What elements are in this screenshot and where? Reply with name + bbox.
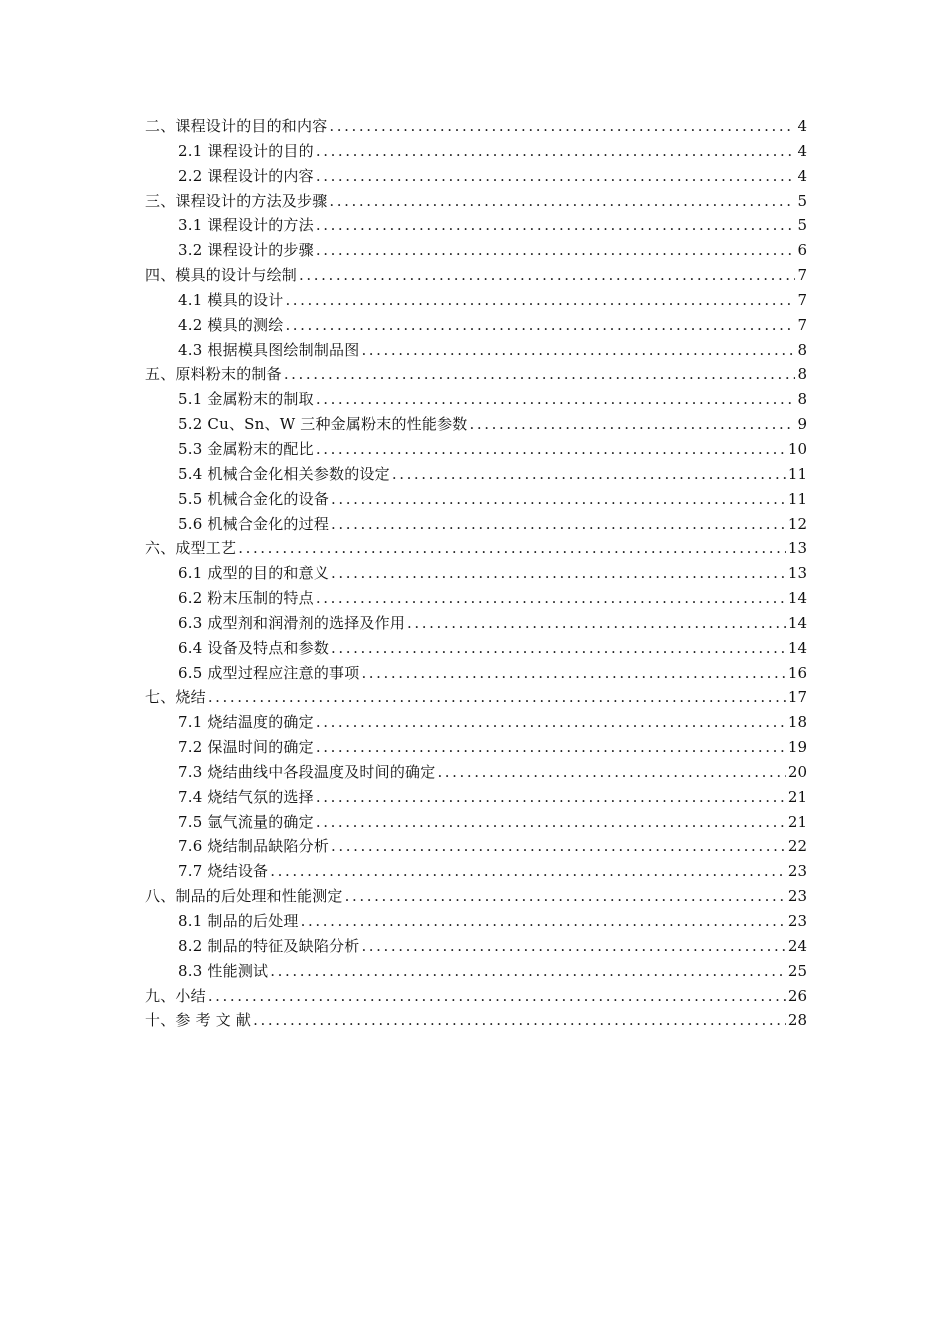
toc-entry-title: 5.3 金属粉末的配比 xyxy=(178,439,314,458)
toc-page-number: 8 xyxy=(797,390,807,409)
toc-dot-leader xyxy=(331,487,786,512)
toc-entry-title: 5.4 机械合金化相关参数的设定 xyxy=(178,464,390,483)
toc-page-number: 19 xyxy=(787,738,807,757)
toc-dot-leader xyxy=(331,561,786,586)
toc-entry-title: 五、原料粉末的制备 xyxy=(145,365,282,384)
toc-entry-title: 二、课程设计的目的和内容 xyxy=(145,117,328,135)
toc-section-entry[interactable] xyxy=(145,487,807,512)
toc-entry-title: 六、成型工艺 xyxy=(145,539,237,558)
toc-chapter-entry[interactable] xyxy=(145,685,807,710)
toc-section-entry[interactable] xyxy=(145,735,807,760)
toc-section-entry[interactable] xyxy=(145,785,807,810)
toc-entry-title: 2.2 课程设计的内容 xyxy=(178,166,314,185)
toc-dot-leader xyxy=(316,139,796,164)
toc-section-entry[interactable] xyxy=(145,238,807,263)
toc-entry-title: 4.3 根据模具图绘制制品图 xyxy=(178,340,360,359)
toc-entry-title: 8.3 性能测试 xyxy=(178,961,269,980)
toc-page-number: 6 xyxy=(797,241,807,260)
toc-page-number: 7 xyxy=(797,266,807,285)
toc-page-number: 21 xyxy=(787,812,807,831)
toc-dot-leader xyxy=(270,959,786,984)
toc-chapter-entry[interactable] xyxy=(145,536,807,561)
toc-dot-leader xyxy=(361,934,785,959)
toc-page-number: 23 xyxy=(787,887,807,906)
toc-section-entry[interactable] xyxy=(145,636,807,661)
toc-section-entry[interactable] xyxy=(145,412,807,437)
toc-entry-title: 3.1 课程设计的方法 xyxy=(178,216,314,235)
toc-chapter-entry[interactable] xyxy=(145,362,807,387)
toc-page-number: 20 xyxy=(787,762,807,781)
toc-section-entry[interactable] xyxy=(145,909,807,934)
toc-page-number: 17 xyxy=(787,688,807,707)
toc-section-entry[interactable] xyxy=(145,213,807,238)
toc-dot-leader xyxy=(437,760,785,785)
toc-page-number: 14 xyxy=(787,613,807,632)
toc-page-number: 8 xyxy=(797,365,807,384)
toc-dot-leader xyxy=(316,710,786,735)
toc-dot-leader xyxy=(238,536,786,561)
toc-dot-leader xyxy=(331,512,786,537)
toc-dot-leader xyxy=(316,437,786,462)
toc-dot-leader xyxy=(407,611,786,636)
toc-page-number: 4 xyxy=(797,117,807,135)
toc-entry-title: 5.2 Cu、Sn、W 三种金属粉末的性能参数 xyxy=(178,415,468,434)
toc-dot-leader xyxy=(284,362,796,387)
toc-chapter-entry[interactable] xyxy=(145,984,807,1009)
toc-section-entry[interactable] xyxy=(145,338,807,363)
toc-chapter-entry[interactable] xyxy=(145,114,807,139)
toc-dot-leader xyxy=(316,213,796,238)
toc-page-number: 9 xyxy=(797,415,807,434)
toc-section-entry[interactable] xyxy=(145,959,807,984)
toc-page-number: 21 xyxy=(787,787,807,806)
toc-chapter-entry[interactable] xyxy=(145,1008,807,1033)
toc-entry-title: 5.1 金属粉末的制取 xyxy=(178,390,314,409)
table-of-contents xyxy=(145,114,807,1033)
toc-chapter-entry[interactable] xyxy=(145,189,807,214)
toc-entry-title: 4.1 模具的设计 xyxy=(178,290,284,309)
toc-chapter-entry[interactable] xyxy=(145,263,807,288)
toc-dot-leader xyxy=(316,785,786,810)
toc-entry-title: 十、参 考 文 献 xyxy=(145,1011,252,1030)
toc-dot-leader xyxy=(361,661,785,686)
toc-section-entry[interactable] xyxy=(145,512,807,537)
toc-entry-title: 7.1 烧结温度的确定 xyxy=(178,713,314,732)
toc-page-number: 7 xyxy=(797,315,807,334)
toc-section-entry[interactable] xyxy=(145,934,807,959)
toc-page-number: 11 xyxy=(787,489,807,508)
toc-entry-title: 7.5 氩气流量的确定 xyxy=(178,812,314,831)
toc-section-entry[interactable] xyxy=(145,810,807,835)
toc-entry-title: 2.1 课程设计的目的 xyxy=(178,141,314,160)
toc-entry-title: 5.5 机械合金化的设备 xyxy=(178,489,330,508)
toc-section-entry[interactable] xyxy=(145,288,807,313)
toc-dot-leader xyxy=(316,387,796,412)
toc-page-number: 23 xyxy=(787,862,807,881)
toc-entry-title: 七、烧结 xyxy=(145,688,206,707)
toc-dot-leader xyxy=(316,735,786,760)
toc-page-number: 26 xyxy=(787,986,807,1005)
toc-entry-title: 6.3 成型剂和润滑剂的选择及作用 xyxy=(178,613,406,632)
toc-section-entry[interactable] xyxy=(145,611,807,636)
toc-section-entry[interactable] xyxy=(145,760,807,785)
toc-dot-leader xyxy=(392,462,786,487)
toc-dot-leader xyxy=(316,810,786,835)
toc-entry-title: 7.7 烧结设备 xyxy=(178,862,269,881)
toc-entry-title: 四、模具的设计与绘制 xyxy=(145,266,298,285)
toc-page-number: 8 xyxy=(797,340,807,359)
toc-section-entry[interactable] xyxy=(145,834,807,859)
toc-section-entry[interactable] xyxy=(145,462,807,487)
toc-section-entry[interactable] xyxy=(145,313,807,338)
toc-dot-leader xyxy=(299,263,795,288)
toc-dot-leader xyxy=(329,114,795,139)
toc-page-number: 23 xyxy=(787,912,807,930)
toc-section-entry[interactable] xyxy=(145,437,807,462)
toc-page-number: 11 xyxy=(787,464,807,483)
toc-page-number: 28 xyxy=(787,1011,807,1030)
toc-entry-title: 5.6 机械合金化的过程 xyxy=(178,514,330,533)
toc-entry-title: 九、小结 xyxy=(145,986,206,1005)
toc-section-entry[interactable] xyxy=(145,710,807,735)
toc-page-number: 18 xyxy=(787,713,807,732)
toc-page-number: 14 xyxy=(787,638,807,657)
toc-dot-leader xyxy=(270,859,786,884)
toc-entry-title: 6.4 设备及特点和参数 xyxy=(178,638,330,657)
toc-page-number: 5 xyxy=(797,216,807,235)
toc-page-number: 12 xyxy=(787,514,807,533)
toc-entry-title: 7.3 烧结曲线中各段温度及时间的确定 xyxy=(178,762,436,781)
toc-page-number: 25 xyxy=(787,961,807,980)
toc-dot-leader xyxy=(361,338,795,363)
toc-section-entry[interactable] xyxy=(145,859,807,884)
toc-dot-leader xyxy=(331,834,786,859)
toc-entry-title: 三、课程设计的方法及步骤 xyxy=(145,191,328,210)
toc-dot-leader xyxy=(208,984,786,1009)
toc-section-entry[interactable] xyxy=(145,387,807,412)
toc-page-number: 7 xyxy=(797,290,807,309)
toc-section-entry[interactable] xyxy=(145,139,807,164)
toc-page-number: 4 xyxy=(797,166,807,185)
toc-dot-leader xyxy=(208,685,786,710)
toc-page-number: 16 xyxy=(787,663,807,682)
toc-dot-leader xyxy=(285,288,795,313)
toc-entry-title: 7.2 保温时间的确定 xyxy=(178,738,314,757)
toc-page-number: 14 xyxy=(787,589,807,608)
toc-entry-title: 7.6 烧结制品缺陷分析 xyxy=(178,837,330,856)
toc-dot-leader xyxy=(469,412,795,437)
toc-section-entry[interactable] xyxy=(145,164,807,189)
toc-entry-title: 8.1 制品的后处理 xyxy=(178,912,299,930)
toc-page-number: 5 xyxy=(797,191,807,210)
toc-section-entry[interactable] xyxy=(145,661,807,686)
toc-dot-leader xyxy=(316,238,796,263)
toc-entry-title: 6.1 成型的目的和意义 xyxy=(178,564,330,583)
toc-entry-title: 7.4 烧结气氛的选择 xyxy=(178,787,314,806)
toc-chapter-entry[interactable] xyxy=(145,884,807,909)
toc-entry-title: 八、制品的后处理和性能测定 xyxy=(145,887,343,906)
toc-dot-leader xyxy=(253,1008,786,1033)
toc-page-number: 10 xyxy=(787,439,807,458)
toc-page-number: 13 xyxy=(787,564,807,583)
toc-dot-leader xyxy=(345,884,786,909)
toc-dot-leader xyxy=(329,189,795,214)
toc-dot-leader xyxy=(316,586,786,611)
toc-entry-title: 4.2 模具的测绘 xyxy=(178,315,284,334)
toc-page-number: 22 xyxy=(787,837,807,856)
toc-dot-leader xyxy=(285,313,795,338)
toc-dot-leader xyxy=(301,909,786,934)
toc-section-entry[interactable] xyxy=(145,561,807,586)
toc-dot-leader xyxy=(316,164,796,189)
toc-section-entry[interactable] xyxy=(145,586,807,611)
toc-entry-title: 6.5 成型过程应注意的事项 xyxy=(178,663,360,682)
toc-page-number: 13 xyxy=(787,539,807,558)
toc-page-number: 4 xyxy=(797,141,807,160)
toc-entry-title: 6.2 粉末压制的特点 xyxy=(178,589,314,608)
toc-entry-title: 8.2 制品的特征及缺陷分析 xyxy=(178,936,360,955)
toc-page-number: 24 xyxy=(787,936,807,955)
toc-entry-title: 3.2 课程设计的步骤 xyxy=(178,241,314,260)
toc-dot-leader xyxy=(331,636,786,661)
